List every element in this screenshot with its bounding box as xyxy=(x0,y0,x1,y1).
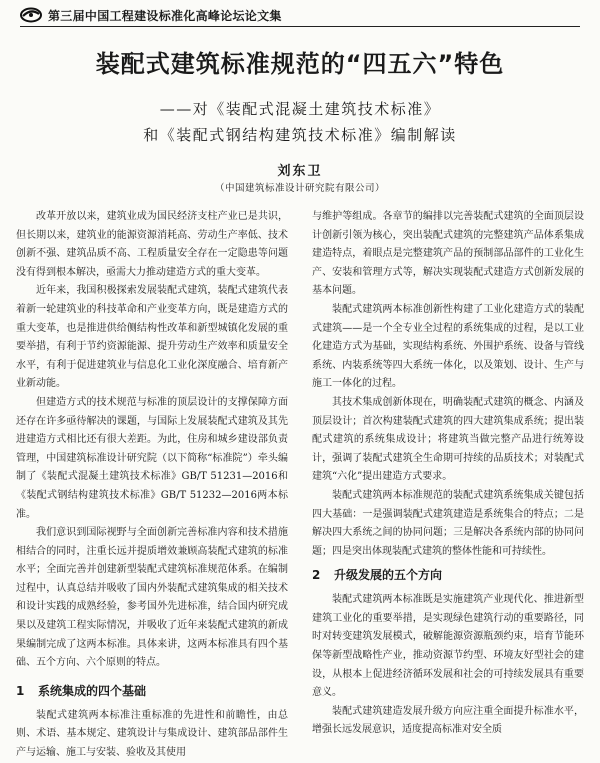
swirl-logo-icon xyxy=(20,7,42,23)
body-paragraph: 与维护等组成。各章节的编排以完善装配式建筑的全面顶层设计创新引领为核心，突出装配式建筑的完整建筑产品体系集成建造特点，着眼点是完整建筑产品的预制部品部件的工业化生产、安装和管理方式等，解决实现装配式建造方式创新发展的基本问题。 xyxy=(312,211,584,297)
body-paragraph: 装配式建筑两本标准创新性构建了工业化建造方式的装配式建筑——是一个全专业全过程的系统集成的过程，是以工业化建造方式为基础，实现结构系统、外围护系统、设备与管线系统、内装系统等四大系统一体化，以及策划、设计、生产与施工一体化的过程。 xyxy=(312,303,584,390)
section-number: 1 xyxy=(16,683,25,698)
right-column xyxy=(312,208,584,736)
section-heading-2 xyxy=(312,565,584,585)
section-title: 升级发展的五个方向 xyxy=(334,568,443,583)
body-paragraph: 装配式建筑两本标准规范的装配式建筑系统集成关键包括四大基础：一是强调装配式建筑建造是系统集合的特点；二是解决四大系统之间的协同问题；三是解决各系统内部的协同问题；四是突出体现装配式建筑的整体性能和可持续性。 xyxy=(312,489,584,557)
article-title: 装配式建筑标准规范的“四五六”特色 xyxy=(95,50,505,78)
running-header xyxy=(20,4,580,27)
body-paragraph: 改革开放以来，建筑业成为国民经济支柱产业已是共识，但长期以来，建筑业的能源资源消耗高、劳动生产率低、技术创新不强、建筑品质不高、工程质量安全存在一定隐患等问题没有得到根本解决，亟需大力推动建造方式的重大变革。 xyxy=(16,211,288,278)
body-paragraph: 近年来，我国积极探索发展装配式建筑，装配式建筑代表着新一轮建筑业的科技革命和产业变革方向，既是建造方式的重大变革，也是推进供给侧结构性改革和新型城镇化发展的重要举措，有利于节约资源能源、提升劳动生产效率和质量安全水平，有利于促进建筑业与信息化工业化深度融合、培育新产业新动能。 xyxy=(16,285,288,390)
author-name: 刘东卫 xyxy=(277,164,323,179)
section-title: 系统集成的四个基础 xyxy=(38,683,147,698)
body-paragraph: 装配式建筑建造发展升级方向应注重全面提升标准水平，增强长远发展意识，适度提高标准对安全质 xyxy=(312,705,584,736)
section-number: 2 xyxy=(312,568,321,583)
left-column xyxy=(16,208,288,759)
running-title: 第三届中国工程建设标准化高峰论坛论文集 xyxy=(48,8,282,23)
body-paragraph: 装配式建筑两本标准注重标准的先进性和前瞻性，由总则、术语、基本规定、建筑设计与集成设计、建筑部品部件生产与运输、施工与安装、验收及其使用 xyxy=(16,709,288,759)
body-paragraph: 我们意识到国际视野与全面创新完善标准内容和技术措施相结合的同时，注重长远并提质增效兼顾高装配式建筑的标准水平；全面完善并创建新型装配式建筑标准规范体系。在编制过程中，认真总结并吸收了国内外装配式建筑集成的相关技术和设计实践的成熟经验，参考国外先进标准，结合国内研究成果以及建筑工程实际情况，并吸收了近年来装配式建筑的新成果编制完成了这两本标准。具体来讲，这两本标准具有四个基础、五个方向、六个原则的特点。 xyxy=(16,527,288,669)
body-paragraph: 装配式建筑两本标准既是实施建筑产业现代化、推进新型建筑工业化的重要举措，是实现绿色建筑行动的重要路径，同时对转变建筑发展模式，破解能源资源瓶颈约束，培育节能环保等新型战略性产业，推动资源节约型、环境友好型社会的建设，从根本上促进经济循环发展和社会的可持续发展具有重要意义。 xyxy=(312,594,584,699)
article-subtitle-line1: ——对《装配式混凝土建筑技术标准》 xyxy=(159,100,441,118)
article-subtitle-line2: 和《装配式钢结构建筑技术标准》编制解读 xyxy=(143,126,457,144)
section-heading-1 xyxy=(16,681,288,701)
body-paragraph: 但建造方式的技术规范与标准的顶层设计的支撑保障方面还存在许多亟待解决的课题，与国际上发展装配式建筑及其先进建造方式相比还有很大差距。为此，住房和城乡建设部负责管理，中国建筑标准设计研究院（以下简称“标准院”）牵头编制了《装配式混凝土建筑技术标准》GB/T 51231—2016和《装配式钢结构建筑技术标准》GB/T 51232—2016两本标准。 xyxy=(16,396,288,520)
body-paragraph: 其技术集成创新体现在，明确装配式建筑的概念、内涵及顶层设计；首次构建装配式建筑的四大建筑集成系统；提出装配式建筑的系统集成设计；将建筑当做完整产品进行统筹设计，强调了装配式建筑全生命期可持续的品质技术；对装配式建筑“六化”提出建造方式要求。 xyxy=(312,396,584,483)
author-affiliation: （中国建筑标准设计研究院有限公司） xyxy=(214,183,385,194)
